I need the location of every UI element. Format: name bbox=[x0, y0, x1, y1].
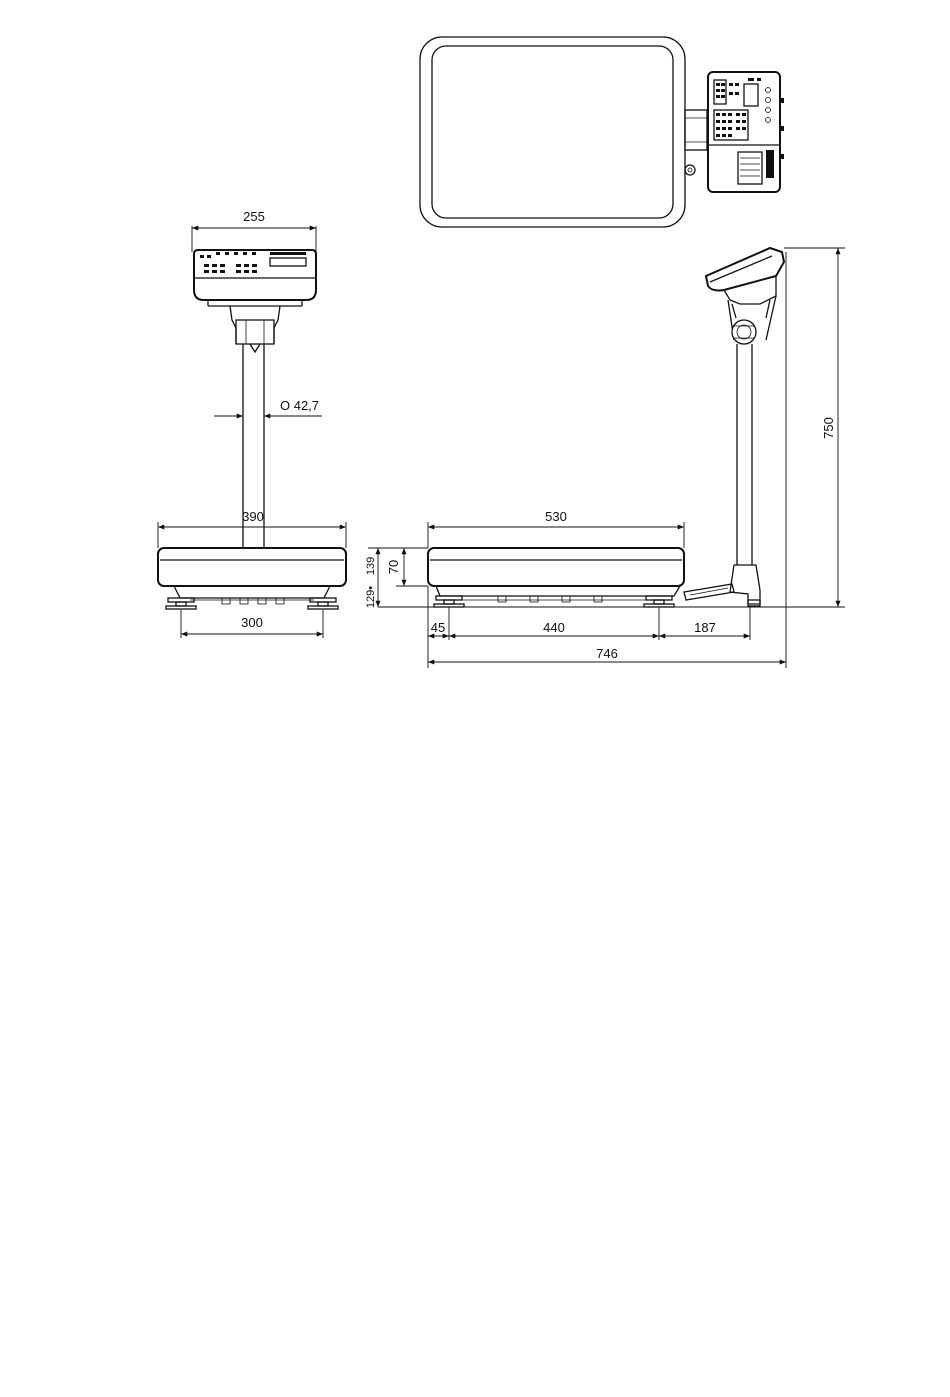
terminal-top-view bbox=[708, 72, 784, 192]
label-height-139: 139 bbox=[365, 556, 377, 576]
dim-height-70 bbox=[386, 548, 428, 586]
label-platform-length: 530 bbox=[545, 509, 567, 524]
top-view bbox=[420, 37, 784, 227]
label-pillar-diameter: O 42,7 bbox=[280, 398, 320, 413]
label-platform-width: 390 bbox=[242, 509, 264, 524]
dim-pillar-diameter bbox=[214, 398, 322, 416]
dim-overall-height bbox=[784, 248, 845, 607]
label-overall-height: 750 bbox=[821, 417, 836, 439]
label-foot-offset: 45 bbox=[430, 620, 446, 635]
label-pillar-offset: 187 bbox=[694, 620, 716, 635]
label-foot-spacing-side: 440 bbox=[543, 620, 565, 635]
label-terminal-width: 255 bbox=[243, 209, 265, 224]
dim-platform-width bbox=[158, 509, 346, 548]
dim-foot-spacing-front bbox=[181, 610, 323, 638]
side-view bbox=[365, 248, 845, 668]
dim-terminal-width bbox=[192, 209, 316, 252]
label-height-129: 129• bbox=[365, 585, 377, 609]
label-foot-spacing-front: 300 bbox=[241, 615, 263, 630]
label-overall-length: 746 bbox=[596, 646, 618, 661]
dim-bottom-chain bbox=[428, 586, 750, 668]
side-feet bbox=[434, 596, 674, 607]
front-view bbox=[158, 209, 346, 638]
dim-platform-length bbox=[428, 509, 684, 548]
label-height-70: 70 bbox=[386, 559, 401, 575]
dim-height-139 bbox=[365, 548, 396, 608]
dim-overall-length bbox=[428, 252, 786, 668]
terminal-front-view bbox=[194, 250, 316, 306]
